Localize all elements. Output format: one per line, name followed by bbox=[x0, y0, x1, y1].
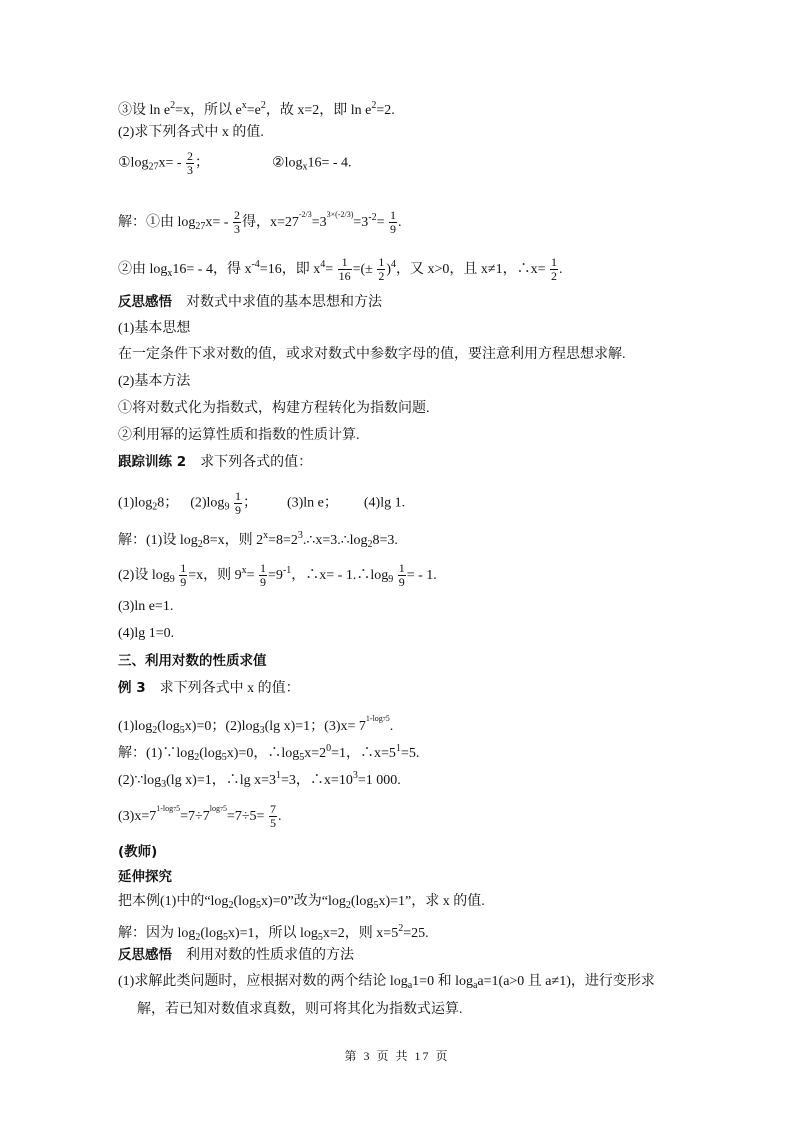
text-line-2: (2)求下列各式中 x 的值. bbox=[118, 125, 264, 140]
fraction: $\frac{1}{2}$ bbox=[551, 255, 558, 284]
text-line-27: 解：因为 $\log_2(\log_5x)=1$，所以 $\log_5x=2$，则 $x=5^2=25$. bbox=[118, 923, 429, 943]
reflection-heading-1: 反思感悟 对数式中求值的基本思想和方法 bbox=[118, 294, 382, 310]
text-line-23: $(3)x=7^{1-log75}=7\div 7^{log75}=7\div 5=$ $\frac{7}{5}$ . bbox=[118, 802, 282, 831]
fraction: $\frac{1}{2}$ bbox=[378, 255, 385, 284]
text-line-5: ②由 $\log_x16= - 4$，得 $x^{-4}=16$，即 $x^4=$ $\frac{1}{16}$ =(± $\frac{1}{2}$ )$^4$，又 x>0，且 x≠1，∴x= $\frac{1}{2}$ . bbox=[118, 255, 563, 284]
text-line-30: 解，若已知对数值求真数，则可将其化为指数式运算. bbox=[137, 1002, 463, 1017]
text-line-7: (1)基本思想 bbox=[118, 321, 191, 336]
extension-heading: 延伸探究 bbox=[118, 869, 172, 885]
text-line-22: $(2)\because\log_3(\lg$ x)=1，∴lg $x=3^1=3$，$\therefore x=10^3=1$ 000. bbox=[118, 770, 401, 790]
text-line-9: (2)基本方法 bbox=[118, 374, 191, 389]
page-footer: 第 3 页 共 17 页 bbox=[344, 1049, 450, 1063]
text-line-15: (2)设 $\log_9$ $\frac{1}{9}$ =x，则 $9^x=$ $\frac{1}{9}$ $=9^{-1}$，∴x= - $1.\therefore\log_9$ $\frac{1}{9}$ = - 1. bbox=[118, 561, 437, 590]
fraction: $\frac{7}{5}$ bbox=[269, 802, 276, 831]
text-line-1: ③设 $\ln e^2=x$，所以 $e^x=e^2$，故 x=2，即 $\ln e^2=2$. bbox=[118, 100, 395, 118]
text-line-10: ①将对数式化为指数式，构建方程转化为指数问题. bbox=[118, 401, 430, 416]
teacher-tag: (教师) bbox=[118, 844, 158, 860]
text-line-17: (4)lg 1=0. bbox=[118, 626, 175, 641]
fraction: $\frac{1}{9}$ bbox=[398, 561, 405, 590]
fraction: $\frac{2}{3}$ bbox=[233, 208, 240, 237]
text-line-11: ②利用幂的运算性质和指数的性质计算. bbox=[118, 428, 360, 443]
text-line-14: 解：(1)设 $\log_28=x$，则 $2^x=8=2^3.\therefore x=3.\therefore\log_28=3$. bbox=[118, 530, 398, 550]
example-heading: 例 3 求下列各式中 x 的值： bbox=[118, 680, 300, 696]
text-line-4: 解：①由 $\log_{27}x=$ - $\frac{2}{3}$ 得，$x=27^{-2/3}=3^{3\times(-2/3)}=3^{-2}=$ $\frac{1}{9}$ . bbox=[118, 208, 402, 237]
practice-heading: 跟踪训练 2 求下列各式的值： bbox=[118, 454, 313, 470]
fraction: $\frac{1}{9}$ bbox=[180, 561, 187, 590]
fraction: $\frac{1}{9}$ bbox=[260, 561, 267, 590]
text-line-21: 解：$(1)\because\log_2(\log_5x)=0$，$\therefore\log_5x=2^0=1$，$\therefore x=5^1=5$. bbox=[118, 743, 420, 763]
fraction: $\frac{1}{9}$ bbox=[234, 489, 241, 517]
reflection-heading-2: 反思感悟 利用对数的性质求值的方法 bbox=[118, 947, 354, 963]
text-line-13: $(1)\log_28$； $(2)\log_9$ $\frac{1}{9}$ ； (3)ln e； (4)lg 1. bbox=[118, 489, 406, 517]
text-line-16: (3)ln e=1. bbox=[118, 599, 174, 614]
fraction: $\frac{2}{3}$ bbox=[187, 149, 194, 177]
text-line-20: $(1)\log_2(\log_5x)=0$；$(2)\log_3(\lg$ x)=1；$(3)x= 7^{1-log75}$. bbox=[118, 714, 394, 736]
fraction: $\frac{1}{16}$ bbox=[338, 255, 351, 284]
section-heading: 三、利用对数的性质求值 bbox=[118, 653, 267, 669]
text-line-29: (1)求解此类问题时，应根据对数的两个结论 $\log_a1=0$ 和 $\log_aa=1(a>0$ 且 a≠1)，进行变形求 bbox=[118, 974, 655, 991]
text-line-26: 把本例(1)中的“$\log_2(\log_5x)=0$”改为“$\log_2(\log_5x)=1$”，求 x 的值. bbox=[118, 894, 485, 911]
text-line-3: $①\log_{27}x=$ - $\frac{2}{3}$ ； $②\log_x16= - 4$. bbox=[118, 149, 352, 177]
text-line-8: 在一定条件下求对数的值，或求对数式中参数字母的值，要注意利用方程思想求解. bbox=[118, 347, 626, 362]
fraction: $\frac{1}{9}$ bbox=[390, 208, 397, 237]
